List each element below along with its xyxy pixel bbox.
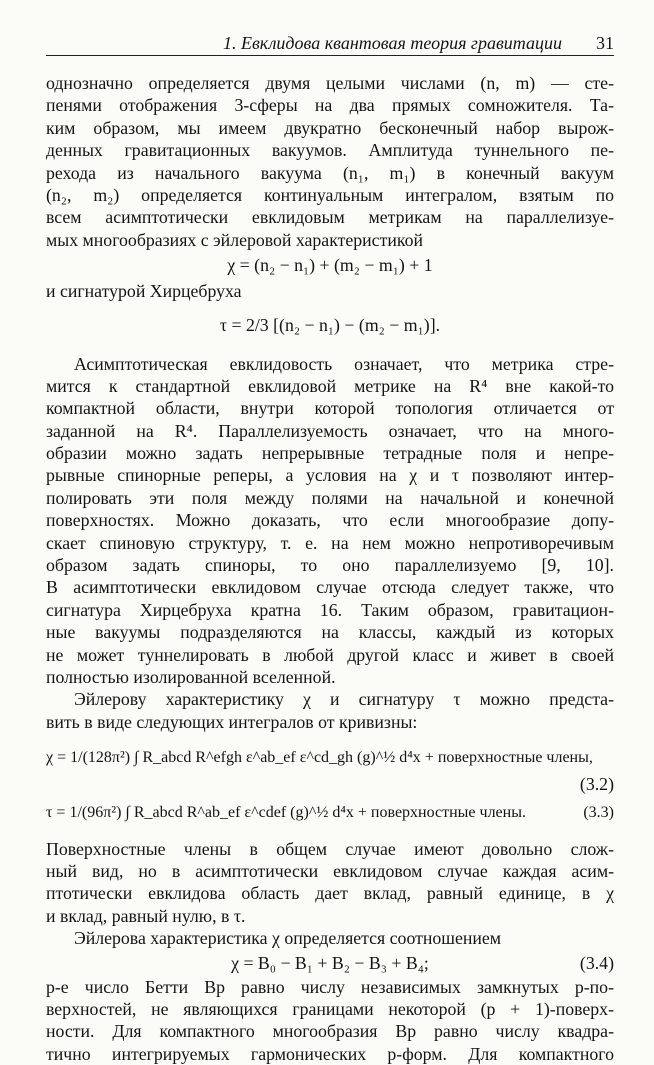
text-line: тично интегрируемых гармонических p-форм. Для компактного (46, 1043, 614, 1065)
text-line: верхностей, не являющихся границами некоторой (p + 1)-поверх- (46, 998, 614, 1020)
text-line: (n₂, m₂) определяется континуальным интегралом, взятым по (46, 184, 614, 206)
equation-text: τ = 2/3 [(n₂ − n₁) − (m₂ − m₁)]. (220, 315, 440, 335)
equation-number: (3.4) (580, 950, 614, 976)
text-line: пенями отображения 3-сферы на два прямых сомножителя. Та- (46, 94, 614, 116)
text-line: и вклад, равный нулю, в τ. (46, 905, 614, 927)
text-line: образом задать спиноры, то оно параллелизуемо [9, 10]. (46, 554, 614, 576)
text-line: сигнатура Хирцебруха кратна 16. Таким образом, гравитацион- (46, 599, 614, 621)
text-line: В асимптотически евклидовом случае отсюда следует также, что (46, 576, 614, 598)
text-line: денных гравитационных вакуумов. Амплитуда туннельного пе- (46, 139, 614, 161)
equation-3-3 (46, 796, 614, 830)
text-line: Асимптотическая евклидовость означает, что метрика стре- (46, 353, 614, 375)
text-line: Поверхностные члены в общем случае имеют довольно слож- (46, 838, 614, 860)
equation-text: χ = B₀ − B₁ + B₂ − B₃ + B₄; (46, 950, 614, 976)
text-line: однозначно определяется двумя целыми числами (n, m) — сте- (46, 72, 614, 94)
equation-text: τ = 1/(96π²) ∫ R_abcd R^ab_ef ε^cdef (g)^½ d⁴x + поверхностные члены. (46, 804, 526, 821)
paragraph-asymptotic (46, 353, 614, 689)
page-body (46, 72, 614, 1065)
text-line: рывные спинорные реперы, а условия на χ и τ позволяют интер- (46, 464, 614, 486)
page-number: 31 (596, 33, 614, 54)
equation-number: (3.2) (46, 773, 614, 795)
paragraph-topology (46, 72, 614, 251)
equation-3-4 (46, 950, 614, 976)
text-line: не может туннелировать в любой другой класс и живет в своей (46, 644, 614, 666)
text-line: компактной области, внутри которой топология отличается от (46, 397, 614, 419)
text-line: полностью изолированной вселенной. (46, 666, 614, 688)
page-header (46, 30, 614, 56)
running-title: 1. Евклидова квантовая теория гравитации (223, 33, 562, 54)
text-line: вить в виде следующих интегралов от кривизны: (46, 711, 614, 733)
text-line: ный вид, но в асимптотически евклидовом случае каждая асим- (46, 860, 614, 882)
paragraph-surface-terms (46, 838, 614, 928)
text-line: птотически евклидова область дает вклад, равный единице, в χ (46, 882, 614, 904)
paragraph-integrals-intro (46, 688, 614, 733)
text-line: мых многообразиях с эйлеровой характеристикой (46, 229, 614, 251)
header-rule (46, 55, 614, 56)
text-line: p-е число Бетти Bp равно числу независимых замкнутых p-по- (46, 976, 614, 998)
text-line: и сигнатурой Хирцебруха (46, 280, 614, 302)
text-line: образии можно задать непрерывные тетрадные поля и непре- (46, 442, 614, 464)
text-line: ким образом, мы имеем двукратно бесконечный набор вырож- (46, 117, 614, 139)
text-line: ные вакуумы подразделяются на классы, каждый из которых (46, 621, 614, 643)
text-line: Эйлерову характеристику χ и сигнатуру τ можно предста- (46, 688, 614, 710)
text-line: мится к стандартной евклидовой метрике на R⁴ вне какой-то (46, 375, 614, 397)
equation-euler-characteristic (46, 251, 614, 280)
text-line: Эйлерова характеристика χ определяется соотношением (46, 927, 614, 949)
text-line: поверхностях. Можно доказать, что если многообразие допу- (46, 509, 614, 531)
text-line: ности. Для компактного многообразия Bp равно числу квадра- (46, 1020, 614, 1042)
text-line: скает спиновую структуру, т. е. на нем можно непротиворечивым (46, 532, 614, 554)
equation-3-2 (46, 743, 614, 773)
equation-text: χ = 1/(128π²) ∫ R_abcd R^efgh ε^ab_ef ε^cd_gh (g)^½ d⁴x + поверхностные члены, (46, 749, 593, 766)
text-line: всем асимптотически евклидовым метрикам на параллелизуе- (46, 206, 614, 228)
equation-number: (3.3) (583, 796, 614, 830)
text-line: полировать эти поля между полями на начальной и конечной (46, 487, 614, 509)
text-line: рехода из начального вакуума (n₁, m₁) в конечный вакуум (46, 162, 614, 184)
equation-text: χ = (n₂ − n₁) + (m₂ − m₁) + 1 (227, 255, 432, 275)
text-line: заданной на R⁴. Параллелизуемость означает, что на много- (46, 420, 614, 442)
paragraph-betti (46, 976, 614, 1065)
equation-hirzebruch-signature (46, 303, 614, 347)
